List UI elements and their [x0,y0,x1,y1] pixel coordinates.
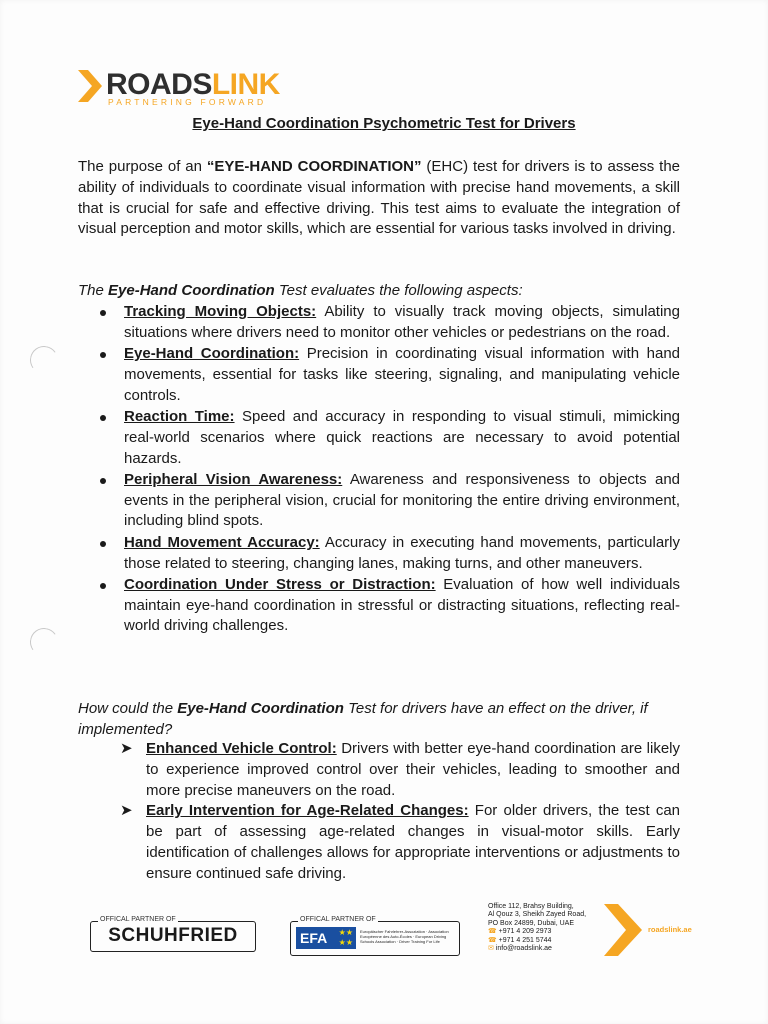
aspect-term: Coordination Under Stress or Distraction: [124,575,436,593]
partner-label: OFFICAL PARTNER OF [100,916,176,923]
punch-hole-mark [28,344,60,376]
effect-term: Early Intervention for Age-Related Changes: [146,802,469,820]
chevron-logo-icon [78,70,102,102]
brand-tagline: PARTNERING FORWARD [108,97,267,107]
eu-stars-icon: ★★ ★★ [338,928,353,947]
effect-text: Drivers with better eye-hand coordination are likely to experience improved control over their vehicles, leading to smoother and more precise maneuvers on the road. [146,740,680,799]
bullet-icon [100,415,106,421]
aspect-term: Tracking Moving Objects: [124,303,317,320]
email-line [488,945,606,953]
office-address [488,903,606,953]
schuhfried-logo-text: SCHUHFRIED [108,925,238,946]
efa-partner-badge [290,916,460,956]
aspect-text: Accuracy in executing hand movements, particularly those related to steering, changing lanes, making turns, and other maneuvers. [124,533,680,572]
effects-lead [78,699,680,741]
website-link[interactable]: roadslink.ae [648,925,692,934]
effect-item [120,801,680,884]
bullet-icon [100,583,106,589]
brand-name-part1: ROADS [106,68,212,101]
email-address: info@roadslink.ae [495,945,552,953]
phone-number: +971 4 209 2973 [498,928,552,936]
aspects-lead-post: Test evaluates the following aspects: [274,282,523,299]
effects-lead-pre: How could the [78,700,178,717]
aspect-text: Awareness and responsiveness to objects and events in the peripheral vision, crucial for monitoring the entire driving environment, including blind spots. [124,470,680,530]
phone-line [488,928,606,936]
bullet-icon [100,478,106,484]
aspect-term: Reaction Time: [124,407,235,425]
intro-paragraph [78,157,680,240]
intro-text-pre: The purpose of an [78,158,207,175]
address-line: PO Box 24899, Dubai, UAE [488,919,574,927]
document-title: Eye-Hand Coordination Psychometric Test for Drivers [192,115,576,132]
efa-logo [296,927,356,949]
arrow-bullet-icon: ➤ [120,802,133,820]
effect-term: Enhanced Vehicle Control: [146,740,337,757]
aspects-lead-pre: The [78,282,109,299]
punch-hole-mark [28,626,60,658]
aspect-item [96,533,680,575]
aspect-text: Ability to visually track moving objects, simulating situations where drivers need to monitor other vehicles or pedestrians on the road. [124,303,680,341]
bullet-icon [100,541,106,547]
aspect-text: Speed and accuracy in responding to visual stimuli, mimicking real-world scenarios where quick reactions are necessary to avoid potential hazards. [124,407,681,467]
aspect-item [96,575,680,637]
bullet-icon [100,310,106,316]
mail-icon: ✉ [488,945,496,953]
effect-item [120,739,680,801]
aspect-item [96,407,680,469]
aspect-text: Precision in coordinating visual information with hand movements, essential for tasks like steering, signaling, and manipulating vehicle controls. [124,345,681,404]
aspect-item [96,302,680,344]
arrow-bullet-icon: ➤ [120,740,133,757]
aspect-item [96,470,680,532]
address-line: Office 112, Brahsy Building, [488,903,574,910]
aspects-lead-bold: Eye-Hand Coordination [108,282,275,299]
effects-lead-bold: Eye-Hand Coordination [177,700,344,717]
efa-logo-text: EFA [300,930,328,946]
aspect-text: Evaluation of how well individuals maintain eye-hand coordination in stressful or distracting situations, reflecting real-world driving challenges. [124,575,680,635]
intro-text-post: (EHC) test for drivers is to assess the ability of individuals to coordinate visual information with precise hand movements, a skill that is crucial for safe and effective driving. This test aims to evaluate the integration of visual perception and motor skills, which are essential for various tasks involved in driving. [78,158,680,238]
aspects-list [96,302,680,638]
phone-number: +971 4 251 5744 [498,936,552,944]
phone-line [488,937,606,945]
intro-text-bold: “EYE-HAND COORDINATION” [206,158,422,175]
address-line: Al Qouz 3, Sheikh Zayed Road, [488,911,587,919]
effects-lead-post: Test for drivers have an effect on the driver, if implemented? [78,700,648,738]
aspects-lead [78,281,678,302]
effect-text: For older drivers, the test can be part of assessing age-related changes in visual-motor skills. Early identification of challenges allows for appropriate interventions or adjustments to ensure continued safe driving. [146,802,680,882]
partner-label: OFFICAL PARTNER OF [300,916,376,923]
schuhfried-partner-badge [90,916,256,952]
effects-list [120,739,680,885]
efa-description: Europäischer Fahrlehrer-Assoziation · Association Européenne des Auto-Écoles · European Driving Schools Association · Driver Training For Life [360,929,449,944]
phone-icon: ☎ [488,928,499,936]
aspect-item [96,344,680,406]
fax-icon: ☎ [488,936,499,944]
footer-chevron-icon [604,904,642,956]
aspect-term: Eye-Hand Coordination: [124,345,300,363]
aspect-term: Hand Movement Accuracy: [124,533,320,551]
brand-name-part2: LINK [211,68,280,101]
bullet-icon [100,352,106,358]
aspect-term: Peripheral Vision Awareness: [124,470,343,488]
